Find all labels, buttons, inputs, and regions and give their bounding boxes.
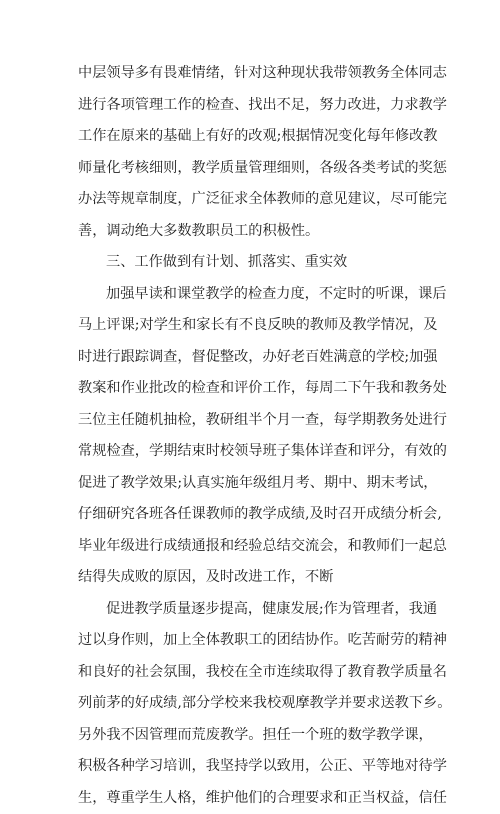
paragraph-line: 教案和作业批改的检查和评价工作，每周二下午我和教务处 <box>78 373 428 405</box>
paragraph-line: 促进了教学效果;认真实施年级组月考、期中、期末考试， <box>78 468 428 500</box>
paragraph-line: 促进教学质量逐步提高，健康发展;作为管理者，我通 <box>78 594 428 626</box>
document-body <box>78 58 428 814</box>
paragraph-line: 常规检查，学期结束时校领导班子集体详查和评分，有效的 <box>78 436 428 468</box>
paragraph-line: 过以身作则，加上全体教职工的团结协作。吃苦耐劳的精神 <box>78 625 428 657</box>
paragraph-line: 加强早读和课堂教学的检查力度，不定时的听课，课后 <box>78 279 428 311</box>
paragraph-line: 马上评课;对学生和家长有不良反映的教师及教学情况，及 <box>78 310 428 342</box>
paragraph-line: 另外我不因管理而荒废教学。担任一个班的数学教学课， <box>78 720 428 752</box>
paragraph-line: 结得失成败的原因，及时改进工作，不断 <box>78 562 428 594</box>
paragraph-line: 办法等规章制度，广泛征求全体教师的意见建议，尽可能完 <box>78 184 428 216</box>
paragraph-line: 师量化考核细则，教学质量管理细则，各级各类考试的奖惩 <box>78 153 428 185</box>
paragraph-line: 工作在原来的基础上有好的改观;根据情况变化每年修改教 <box>78 121 428 153</box>
paragraph-line: 中层领导多有畏难情绪，针对这种现状我带领教务全体同志 <box>78 58 428 90</box>
paragraph-line: 积极各种学习培训，我坚持学以致用，公正、平等地对待学 <box>78 751 428 783</box>
section-heading: 三、工作做到有计划、抓落实、重实效 <box>78 247 428 279</box>
paragraph-line: 进行各项管理工作的检查、找出不足，努力改进，力求教学 <box>78 90 428 122</box>
paragraph-line: 生，尊重学生人格，维护他们的合理要求和正当权益，信任 <box>78 783 428 814</box>
paragraph-line: 列前茅的好成绩,部分学校来我校观摩教学并要求送教下乡。 <box>78 688 428 720</box>
paragraph-line: 善，调动绝大多数教职员工的积极性。 <box>78 216 428 248</box>
paragraph-line: 时进行跟踪调查，督促整改，办好老百姓满意的学校;加强 <box>78 342 428 374</box>
paragraph-line: 和良好的社会氛围，我校在全市连续取得了教育教学质量名 <box>78 657 428 689</box>
paragraph-line: 毕业年级进行成绩通报和经验总结交流会，和教师们一起总 <box>78 531 428 563</box>
paragraph-line: 三位主任随机抽检，教研组半个月一查，每学期教务处进行 <box>78 405 428 437</box>
paragraph-line: 仔细研究各班各任课教师的教学成绩,及时召开成绩分析会, <box>78 499 428 531</box>
